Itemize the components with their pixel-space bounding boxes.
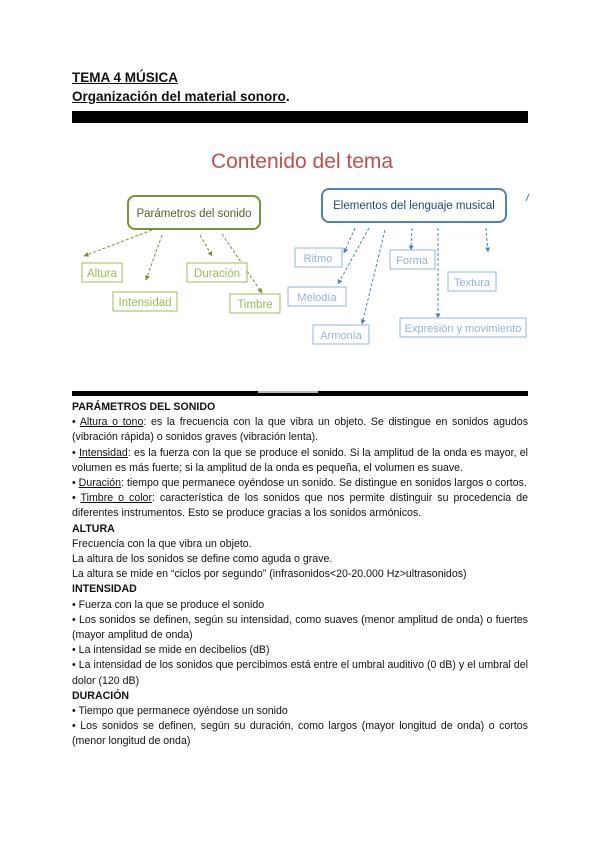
intensidad-text-1: Fuerza con la que se produce el sonido	[78, 598, 265, 611]
bullet-glyph: •	[72, 446, 76, 459]
section-heading-duracion: DURACIÓN	[72, 689, 130, 702]
section-heading-altura: ALTURA	[72, 522, 115, 535]
bullet-glyph: •	[72, 598, 76, 611]
parametros-bullet-duracion	[72, 476, 528, 491]
content-diagram	[72, 128, 532, 390]
def-timbre: : característica de los sonidos que nos permite distinguir su procedencia de diferentes instrumentos. Esto se produce gracias a los sonidos armónicos.	[72, 492, 528, 520]
altura-line-2: La altura de los sonidos se define como aguda o grave.	[72, 553, 333, 566]
bullet-glyph: •	[72, 416, 76, 429]
item-intensidad: Intensidad	[118, 297, 172, 309]
intensidad-text-4: La intensidad de los sonidos que percibimos está entre el umbral auditivo (0 dB) y el umbral del dolor (120 dB)	[72, 659, 528, 687]
diagram-heading: Contenido del tema	[210, 150, 394, 173]
item-altura: Altura	[86, 268, 118, 280]
edge-mark	[526, 194, 529, 201]
item-expresion: Expresión y movimiento	[404, 323, 522, 335]
subtitle-period: .	[285, 89, 290, 104]
document-subtitle	[72, 89, 290, 104]
duracion-bullet-1	[72, 704, 528, 719]
bullet-glyph: •	[72, 477, 76, 490]
parametros-box-label: Parámetros del sonido	[136, 208, 252, 220]
term-intensidad: Intensidad	[78, 446, 128, 459]
altura-line-3: La altura se mide en “ciclos por segundo” (infrasonidos<20-20.000 Hz>ultrasonidos)	[72, 568, 467, 581]
bullet-glyph: •	[72, 613, 76, 626]
altura-line-1: Frecuencia con la que vibra un objeto.	[72, 537, 252, 550]
intensidad-bullet-2	[72, 613, 528, 643]
intensidad-bullet-1	[72, 598, 528, 613]
item-duracion: Duración	[193, 268, 241, 280]
intensidad-text-3: La intensidad se mide en decibelios (dB)	[78, 644, 270, 657]
intensidad-text-2: Los sonidos se definen, según su intensidad, como suaves (menor amplitud de onda) o fuertes (mayor amplitud de onda)	[72, 613, 528, 642]
bullet-glyph: •	[72, 492, 76, 505]
bullet-glyph: •	[72, 705, 76, 718]
item-melodia: Melodía	[297, 292, 337, 304]
parametros-bullet-intensidad	[72, 446, 528, 476]
item-ritmo: Ritmo	[303, 253, 333, 265]
body-text	[72, 400, 528, 750]
def-duracion: : tiempo que permanece oyéndose un sonido. Se distingue en sonidos largos o cortos.	[121, 477, 527, 490]
duracion-text-1: Tiempo que permanece oyéndose un sonido	[78, 705, 288, 718]
parametros-bullet-timbre	[72, 491, 528, 521]
section-heading-parametros: PARÁMETROS DEL SONIDO	[72, 401, 216, 413]
intensidad-bullet-4	[72, 658, 528, 688]
parametros-bullet-altura	[72, 415, 528, 445]
bullet-glyph: •	[72, 720, 76, 733]
item-forma: Forma	[396, 255, 428, 267]
duracion-bullet-2	[72, 719, 528, 749]
term-duracion: Duración	[78, 477, 122, 490]
bullet-glyph: •	[72, 644, 76, 657]
middle-divider-highlight	[258, 391, 318, 393]
term-timbre: Timbre o color	[80, 492, 152, 505]
subtitle-text: Organización del material sonoro	[72, 89, 286, 104]
def-altura: : es la frecuencia con la que vibra un objeto. Se distingue en sonidos agudos (vibración rápida) o sonidos graves (vibración lenta).	[72, 416, 528, 444]
bullet-glyph: •	[72, 659, 76, 672]
item-textura: Textura	[453, 277, 491, 289]
elementos-box-label: Elementos del lenguaje musical	[333, 200, 495, 212]
item-timbre: Timbre	[237, 299, 273, 311]
parametros-connectors	[84, 230, 262, 293]
duracion-text-2: Los sonidos se definen, según su duración, como largos (mayor longitud de onda) o cortos (menor longitud de onda)	[72, 720, 528, 748]
item-armonia: Armonía	[320, 330, 362, 342]
top-divider-bar	[72, 111, 528, 123]
term-altura: Altura o tono	[79, 416, 144, 429]
def-intensidad: : es la fuerza con la que se produce el sonido. Si la amplitud de la onda es mayor, el volumen es más fuerte; si la amplitud de la onda es pequeña, el volumen es suave.	[72, 446, 528, 474]
section-heading-intensidad: INTENSIDAD	[72, 583, 137, 596]
intensidad-bullet-3	[72, 643, 528, 658]
document-title: TEMA 4 MÚSICA	[72, 70, 179, 85]
